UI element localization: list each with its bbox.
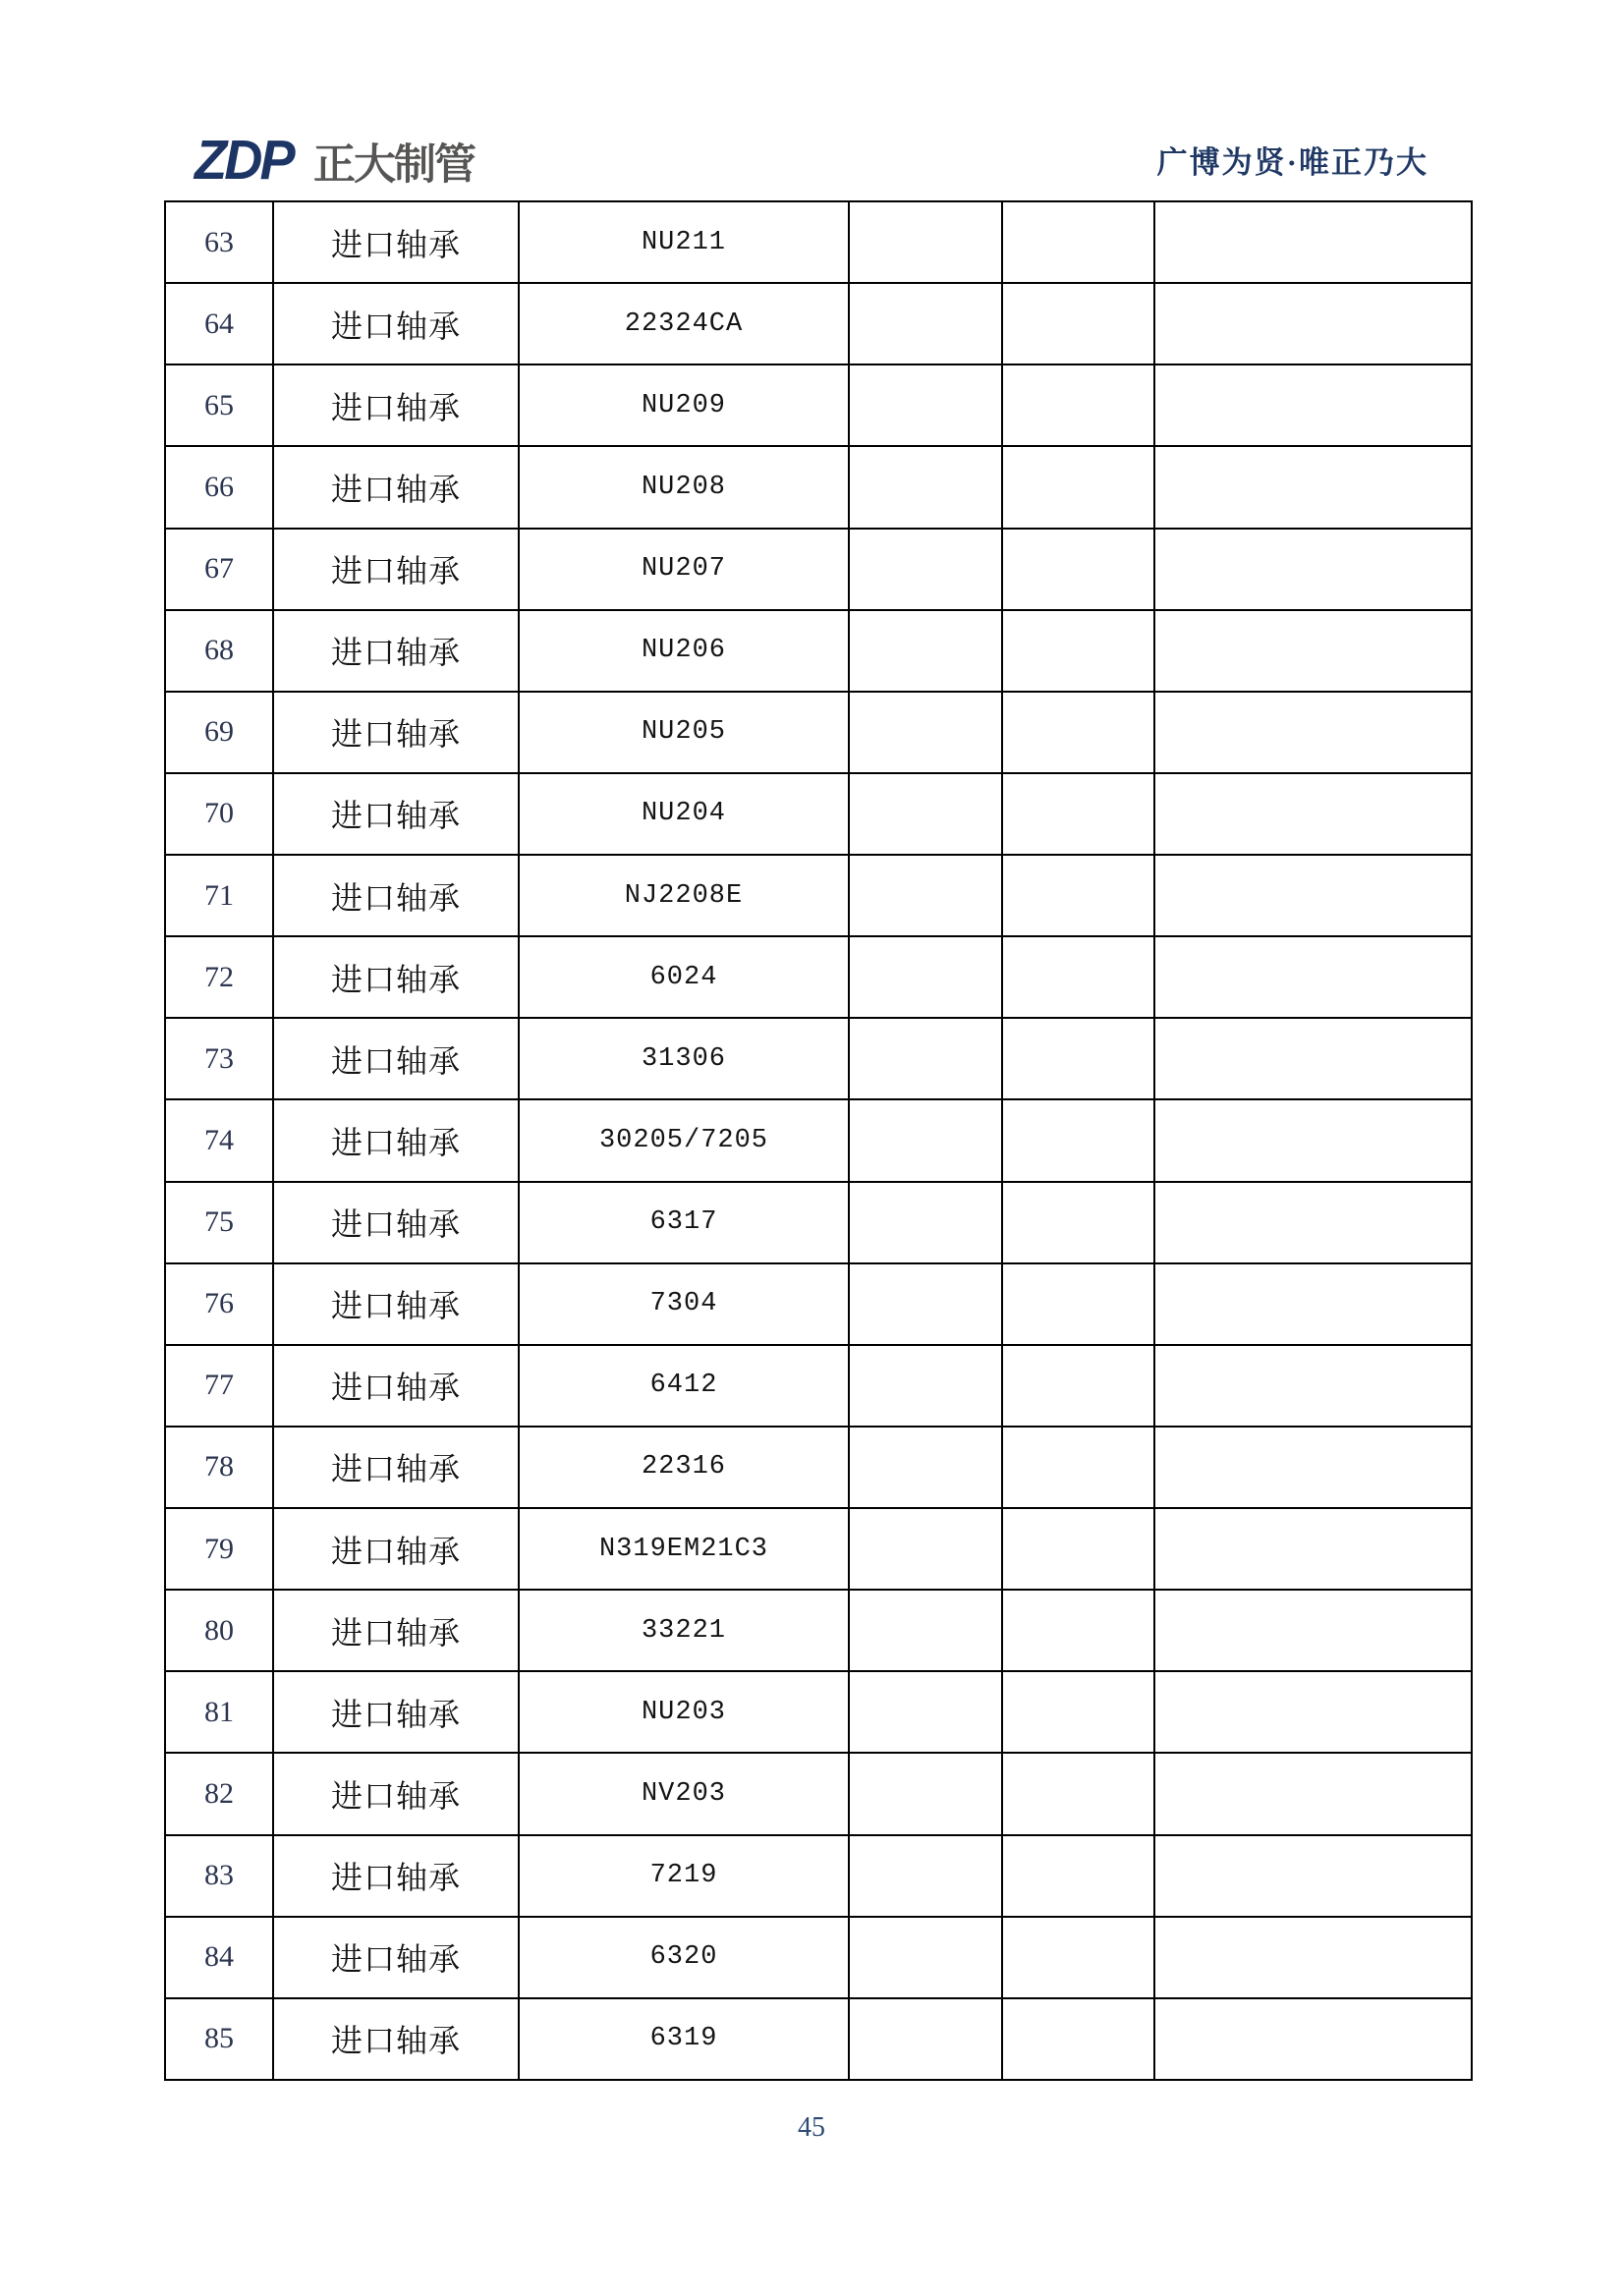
logo-acronym-text: ZDP (195, 129, 293, 192)
model-cell: 6024 (519, 936, 849, 1018)
empty-cell-1 (849, 529, 1002, 610)
table-row (165, 446, 1472, 528)
category-cell: 进口轴承 (273, 1427, 519, 1508)
category-cell: 进口轴承 (273, 1590, 519, 1671)
category-cell: 进口轴承 (273, 1263, 519, 1345)
row-number-cell: 74 (165, 1099, 273, 1181)
model-cell: NU211 (519, 201, 849, 283)
row-number-cell: 65 (165, 364, 273, 446)
row-number-cell: 69 (165, 692, 273, 773)
empty-cell-1 (849, 1590, 1002, 1671)
empty-cell-1 (849, 1263, 1002, 1345)
model-cell: 6319 (519, 1998, 849, 2080)
row-number-cell: 82 (165, 1753, 273, 1834)
empty-cell-2 (1002, 1099, 1154, 1181)
category-cell: 进口轴承 (273, 529, 519, 610)
empty-cell-3 (1154, 364, 1472, 446)
row-number-cell: 63 (165, 201, 273, 283)
table-row (165, 1263, 1472, 1345)
empty-cell-3 (1154, 283, 1472, 364)
header-slogan: 广博为贤·唯正乃大 (1156, 145, 1428, 180)
empty-cell-3 (1154, 1590, 1472, 1671)
empty-cell-2 (1002, 529, 1154, 610)
empty-cell-1 (849, 1835, 1002, 1917)
model-cell: N319EM21C3 (519, 1508, 849, 1590)
table-row (165, 610, 1472, 692)
empty-cell-2 (1002, 1345, 1154, 1427)
row-number-cell: 68 (165, 610, 273, 692)
empty-cell-1 (849, 610, 1002, 692)
model-cell: NV203 (519, 1753, 849, 1834)
table-row (165, 1508, 1472, 1590)
empty-cell-1 (849, 283, 1002, 364)
category-cell: 进口轴承 (273, 936, 519, 1018)
empty-cell-3 (1154, 1753, 1472, 1834)
empty-cell-3 (1154, 692, 1472, 773)
category-cell: 进口轴承 (273, 692, 519, 773)
page-number: 45 (798, 2112, 825, 2143)
empty-cell-3 (1154, 1345, 1472, 1427)
empty-cell-2 (1002, 1018, 1154, 1099)
empty-cell-2 (1002, 936, 1154, 1018)
empty-cell-2 (1002, 201, 1154, 283)
empty-cell-3 (1154, 529, 1472, 610)
empty-cell-1 (849, 1753, 1002, 1834)
empty-cell-3 (1154, 1835, 1472, 1917)
bearings-table (164, 200, 1473, 2081)
empty-cell-1 (849, 364, 1002, 446)
model-cell: NU207 (519, 529, 849, 610)
empty-cell-3 (1154, 201, 1472, 283)
category-cell: 进口轴承 (273, 1099, 519, 1181)
empty-cell-3 (1154, 1427, 1472, 1508)
row-number-cell: 75 (165, 1182, 273, 1263)
empty-cell-1 (849, 1671, 1002, 1753)
table-row (165, 1018, 1472, 1099)
empty-cell-1 (849, 936, 1002, 1018)
table-row (165, 773, 1472, 855)
logo-company-name: 正大制管 (313, 141, 475, 189)
empty-cell-2 (1002, 1835, 1154, 1917)
table-row (165, 1998, 1472, 2080)
table-row (165, 1835, 1472, 1917)
model-cell: NJ2208E (519, 855, 849, 936)
table-row (165, 529, 1472, 610)
empty-cell-3 (1154, 855, 1472, 936)
empty-cell-2 (1002, 1753, 1154, 1834)
empty-cell-1 (849, 1099, 1002, 1181)
model-cell: 7304 (519, 1263, 849, 1345)
table-row (165, 855, 1472, 936)
empty-cell-2 (1002, 692, 1154, 773)
category-cell: 进口轴承 (273, 1835, 519, 1917)
empty-cell-1 (849, 773, 1002, 855)
bearing-table-body (165, 201, 1472, 2080)
table-row (165, 1182, 1472, 1263)
row-number-cell: 73 (165, 1018, 273, 1099)
row-number-cell: 85 (165, 1998, 273, 2080)
empty-cell-1 (849, 1018, 1002, 1099)
empty-cell-2 (1002, 610, 1154, 692)
model-cell: 6320 (519, 1917, 849, 1998)
empty-cell-1 (849, 855, 1002, 936)
row-number-cell: 71 (165, 855, 273, 936)
empty-cell-2 (1002, 1671, 1154, 1753)
category-cell: 进口轴承 (273, 201, 519, 283)
empty-cell-3 (1154, 1018, 1472, 1099)
empty-cell-2 (1002, 1998, 1154, 2080)
empty-cell-3 (1154, 1099, 1472, 1181)
row-number-cell: 80 (165, 1590, 273, 1671)
row-number-cell: 67 (165, 529, 273, 610)
table-row (165, 364, 1472, 446)
row-number-cell: 66 (165, 446, 273, 528)
category-cell: 进口轴承 (273, 1917, 519, 1998)
category-cell: 进口轴承 (273, 364, 519, 446)
row-number-cell: 83 (165, 1835, 273, 1917)
category-cell: 进口轴承 (273, 1182, 519, 1263)
empty-cell-1 (849, 1917, 1002, 1998)
empty-cell-2 (1002, 1427, 1154, 1508)
table-row (165, 1590, 1472, 1671)
category-cell: 进口轴承 (273, 773, 519, 855)
empty-cell-2 (1002, 1263, 1154, 1345)
empty-cell-2 (1002, 773, 1154, 855)
empty-cell-2 (1002, 446, 1154, 528)
row-number-cell: 64 (165, 283, 273, 364)
model-cell: NU208 (519, 446, 849, 528)
table-row (165, 1427, 1472, 1508)
model-cell: 30205/7205 (519, 1099, 849, 1181)
empty-cell-3 (1154, 773, 1472, 855)
empty-cell-3 (1154, 1182, 1472, 1263)
category-cell: 进口轴承 (273, 1753, 519, 1834)
empty-cell-3 (1154, 936, 1472, 1018)
table-row (165, 201, 1472, 283)
model-cell: 31306 (519, 1018, 849, 1099)
category-cell: 进口轴承 (273, 1345, 519, 1427)
empty-cell-2 (1002, 1508, 1154, 1590)
empty-cell-2 (1002, 1590, 1154, 1671)
table-row (165, 283, 1472, 364)
model-cell: 33221 (519, 1590, 849, 1671)
empty-cell-3 (1154, 1263, 1472, 1345)
model-cell: NU203 (519, 1671, 849, 1753)
company-logo (195, 129, 475, 192)
empty-cell-1 (849, 692, 1002, 773)
table-row (165, 1753, 1472, 1834)
model-cell: 6412 (519, 1345, 849, 1427)
empty-cell-1 (849, 1508, 1002, 1590)
table-row (165, 1345, 1472, 1427)
empty-cell-3 (1154, 610, 1472, 692)
empty-cell-2 (1002, 1917, 1154, 1998)
empty-cell-1 (849, 1182, 1002, 1263)
empty-cell-3 (1154, 446, 1472, 528)
category-cell: 进口轴承 (273, 855, 519, 936)
empty-cell-1 (849, 1345, 1002, 1427)
model-cell: 7219 (519, 1835, 849, 1917)
empty-cell-2 (1002, 283, 1154, 364)
row-number-cell: 84 (165, 1917, 273, 1998)
row-number-cell: 81 (165, 1671, 273, 1753)
empty-cell-1 (849, 201, 1002, 283)
model-cell: 6317 (519, 1182, 849, 1263)
model-cell: 22316 (519, 1427, 849, 1508)
category-cell: 进口轴承 (273, 1998, 519, 2080)
model-cell: NU204 (519, 773, 849, 855)
row-number-cell: 70 (165, 773, 273, 855)
table-row (165, 1917, 1472, 1998)
category-cell: 进口轴承 (273, 446, 519, 528)
row-number-cell: 79 (165, 1508, 273, 1590)
row-number-cell: 72 (165, 936, 273, 1018)
table-row (165, 1671, 1472, 1753)
model-cell: 22324CA (519, 283, 849, 364)
category-cell: 进口轴承 (273, 610, 519, 692)
empty-cell-3 (1154, 1917, 1472, 1998)
empty-cell-2 (1002, 364, 1154, 446)
empty-cell-1 (849, 1998, 1002, 2080)
row-number-cell: 78 (165, 1427, 273, 1508)
empty-cell-3 (1154, 1671, 1472, 1753)
empty-cell-1 (849, 446, 1002, 528)
model-cell: NU209 (519, 364, 849, 446)
category-cell: 进口轴承 (273, 1018, 519, 1099)
empty-cell-3 (1154, 1998, 1472, 2080)
table-row (165, 1099, 1472, 1181)
empty-cell-2 (1002, 1182, 1154, 1263)
category-cell: 进口轴承 (273, 1508, 519, 1590)
row-number-cell: 77 (165, 1345, 273, 1427)
empty-cell-2 (1002, 855, 1154, 936)
category-cell: 进口轴承 (273, 283, 519, 364)
model-cell: NU206 (519, 610, 849, 692)
model-cell: NU205 (519, 692, 849, 773)
table-row (165, 692, 1472, 773)
row-number-cell: 76 (165, 1263, 273, 1345)
empty-cell-3 (1154, 1508, 1472, 1590)
table-row (165, 936, 1472, 1018)
empty-cell-1 (849, 1427, 1002, 1508)
category-cell: 进口轴承 (273, 1671, 519, 1753)
